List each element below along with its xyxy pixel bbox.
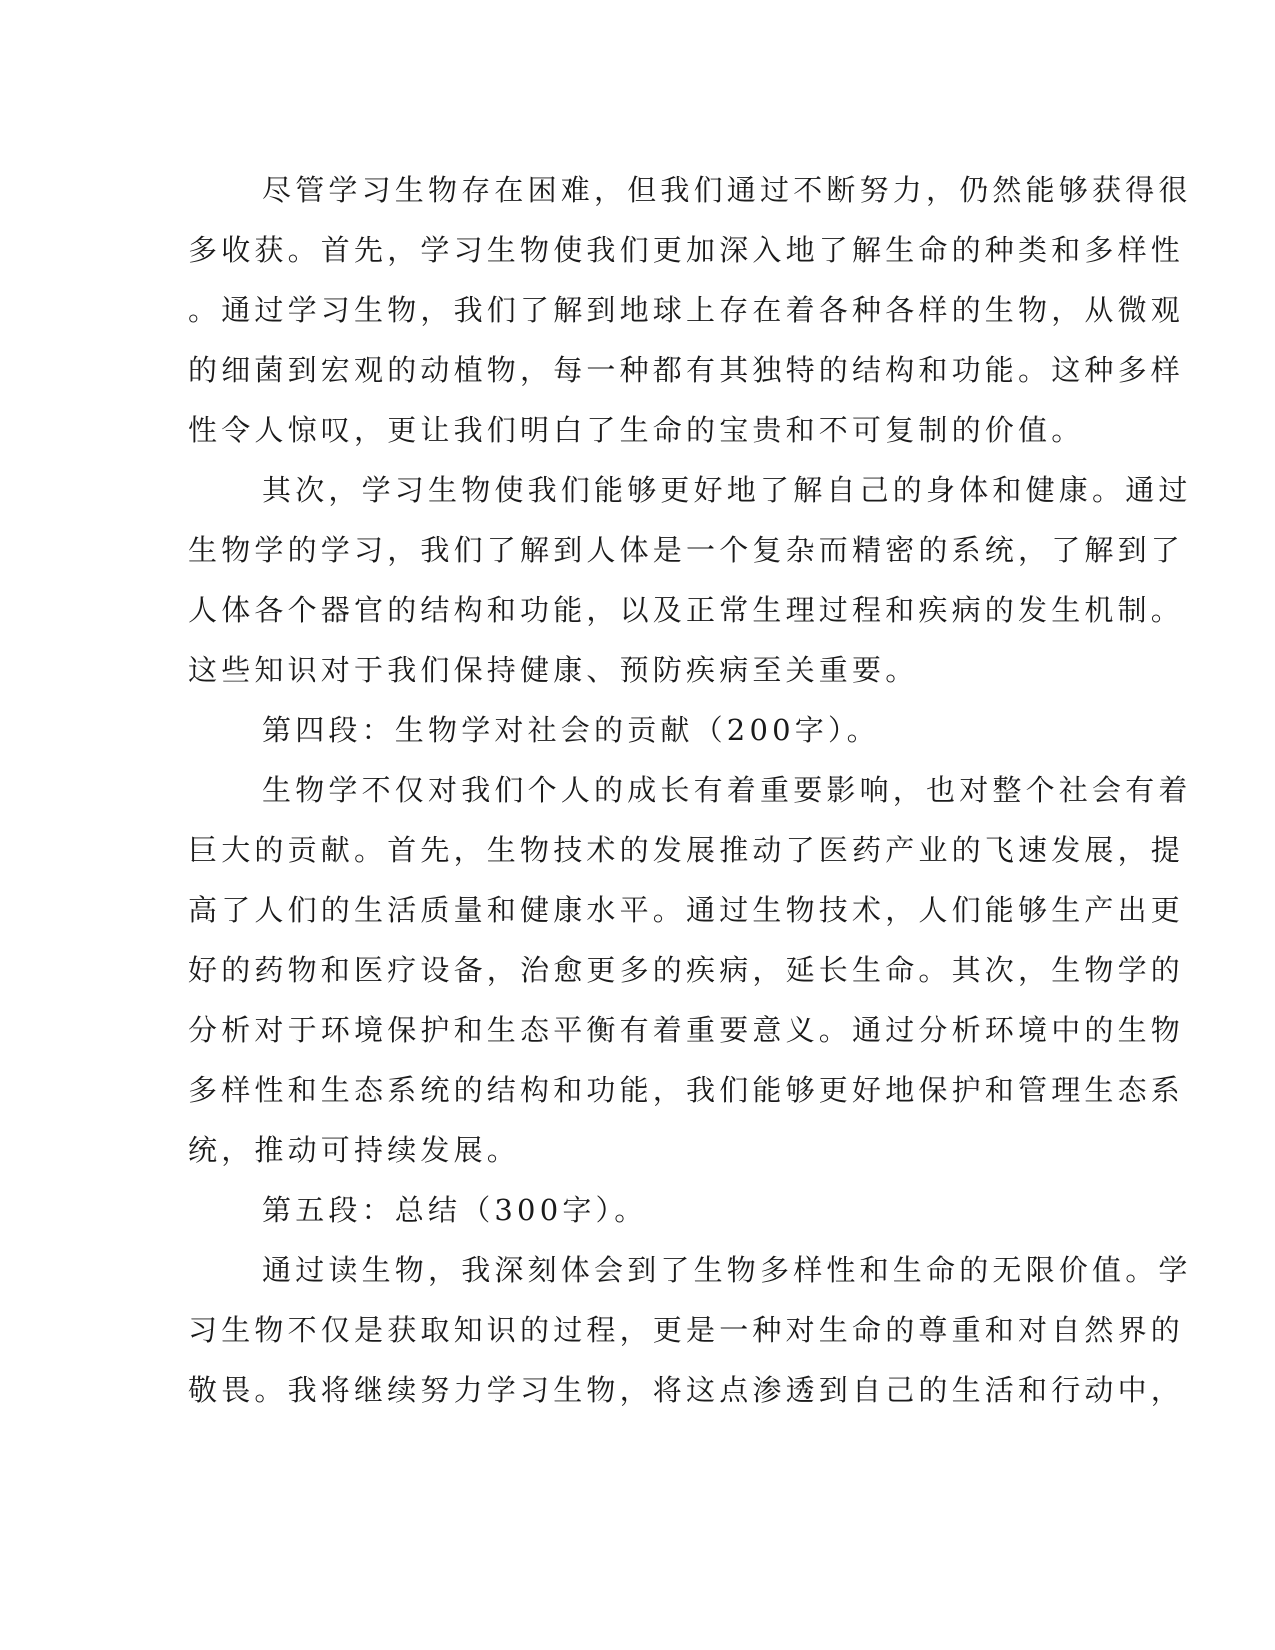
paragraph-summary bbox=[188, 1240, 1192, 1420]
text-line: 性令人惊叹，更让我们明白了生命的宝贵和不可复制的价值。 bbox=[188, 413, 1085, 447]
text-line: 人体各个器官的结构和功能，以及正常生理过程和疾病的发生机制。 bbox=[188, 593, 1185, 627]
text-line: 第四段：生物学对社会的贡献（200字）。 bbox=[262, 713, 880, 747]
text-line: 其次，学习生物使我们能够更好地了解自己的身体和健康。通过 bbox=[262, 473, 1192, 507]
text-line: 分析对于环境保护和生态平衡有着重要意义。通过分析环境中的生物 bbox=[188, 1013, 1185, 1047]
text-line: 尽管学习生物存在困难，但我们通过不断努力，仍然能够获得很 bbox=[262, 173, 1192, 207]
text-line: 高了人们的生活质量和健康水平。通过生物技术，人们能够生产出更 bbox=[188, 893, 1185, 927]
paragraph-harvest bbox=[188, 160, 1192, 460]
text-line: 统，推动可持续发展。 bbox=[188, 1133, 521, 1167]
text-line: 巨大的贡献。首先，生物技术的发展推动了医药产业的飞速发展，提 bbox=[188, 833, 1185, 867]
text-line: 习生物不仅是获取知识的过程，更是一种对生命的尊重和对自然界的 bbox=[188, 1313, 1185, 1347]
text-line: 这些知识对于我们保持健康、预防疾病至关重要。 bbox=[188, 653, 919, 687]
text-line: 的细菌到宏观的动植物，每一种都有其独特的结构和功能。这种多样 bbox=[188, 353, 1185, 387]
section-heading-5 bbox=[188, 1180, 1068, 1240]
document-body bbox=[188, 160, 1192, 1420]
paragraph-health bbox=[188, 460, 1192, 700]
text-line: 多收获。首先，学习生物使我们更加深入地了解生命的种类和多样性 bbox=[188, 233, 1185, 267]
text-line: 敬畏。我将继续努力学习生物，将这点渗透到自己的生活和行动中， bbox=[188, 1373, 1185, 1407]
text-line: 好的药物和医疗设备，治愈更多的疾病，延长生命。其次，生物学的 bbox=[188, 953, 1185, 987]
text-line: 通过读生物，我深刻体会到了生物多样性和生命的无限价值。学 bbox=[262, 1253, 1192, 1287]
text-line: 。通过学习生物，我们了解到地球上存在着各种各样的生物，从微观 bbox=[188, 293, 1185, 327]
text-line: 生物学的学习，我们了解到人体是一个复杂而精密的系统，了解到了 bbox=[188, 533, 1185, 567]
section-heading-4 bbox=[188, 700, 1068, 760]
text-line: 多样性和生态系统的结构和功能，我们能够更好地保护和管理生态系 bbox=[188, 1073, 1185, 1107]
text-line: 生物学不仅对我们个人的成长有着重要影响，也对整个社会有着 bbox=[262, 773, 1192, 807]
paragraph-society bbox=[188, 760, 1192, 1180]
text-line: 第五段：总结（300字）。 bbox=[262, 1193, 648, 1227]
